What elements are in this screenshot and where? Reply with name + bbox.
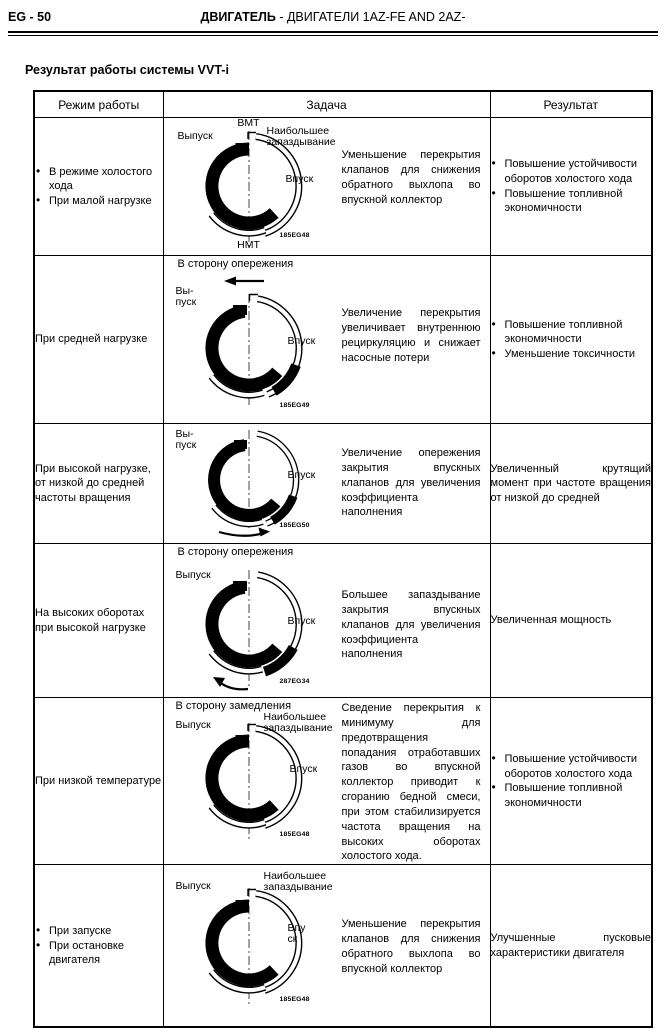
col-header-task: Задача (163, 91, 490, 118)
label-note-2: запаздывание (266, 136, 336, 148)
task-text: Уменьшение перекрытия клапанов для снижения обратного выхлопа во впускной коллектор (341, 918, 481, 975)
section-title: Результат работы системы VVT-i (25, 63, 229, 77)
task-cell (163, 118, 490, 256)
label-intake: Впуск (287, 469, 316, 481)
cam-ring (211, 587, 276, 661)
result-cell (490, 698, 652, 865)
label-intake: Впуск (287, 615, 316, 627)
label-exhaust: Выпуск (175, 880, 211, 893)
list-item: • Уменьшение токсичности (491, 347, 652, 362)
task-cell (163, 424, 490, 544)
result-text: Увеличенный крутящий момент при частоте вращения от низкой до средней (490, 462, 651, 504)
list-item: • При запуске (35, 924, 163, 939)
result-cell (490, 544, 652, 698)
ring-notch (235, 900, 249, 910)
cam-ring (214, 445, 276, 515)
ring-notch (233, 581, 247, 591)
result-list (491, 157, 652, 215)
figure-code: 185EG48 (279, 232, 310, 239)
ring-notch (234, 440, 247, 449)
figure-code: 185EG49 (279, 402, 310, 409)
cam-ring (211, 149, 273, 223)
vvt-table (33, 90, 653, 1028)
diagram-caption: В сторону опережения (177, 258, 294, 270)
valve-timing-diagram (164, 865, 342, 1024)
result-list (491, 318, 652, 362)
advance-arrowhead-icon (224, 277, 236, 286)
label-intake: Впуск (287, 335, 316, 347)
list-item: • В режиме холостого хода (35, 165, 163, 194)
label-exhaust-2: пуск (175, 296, 197, 308)
label-intake: Впуск (285, 173, 314, 185)
label-note-2: запаздывание (263, 881, 333, 894)
diagram-caption: В сторону замедления (175, 700, 292, 712)
list-item: • При малой нагрузке (35, 194, 163, 209)
task-text: Сведение перекрытия к минимуму для предотвращения попадания отработавших газов во впускной коллектор приводит к сгоранию бедной смеси, при этом стабилизируется частота вращения на высоких оборотах холостого хода. (341, 702, 481, 863)
cam-ring (211, 906, 273, 980)
label-note-1: Наибольшее (263, 870, 327, 883)
band-notch (249, 295, 258, 302)
result-text: Увеличенная мощность (490, 614, 612, 627)
page-header (8, 8, 658, 28)
label-intake-1: Впу (287, 922, 306, 935)
label-note-1: Наибольшее (266, 125, 330, 137)
valve-timing-diagram (164, 256, 342, 421)
header-rule (8, 31, 658, 36)
table-row (34, 865, 652, 1028)
valve-timing-diagram (164, 424, 342, 541)
mode-list (35, 165, 163, 209)
result-cell (490, 118, 652, 256)
label-exhaust: Выпуск (175, 719, 211, 731)
label-exhaust-1: Вы- (175, 285, 194, 297)
list-item: • Повышение топливной экономичности (491, 187, 652, 216)
ring-notch (233, 305, 247, 315)
table-row (34, 424, 652, 544)
figure-code: 287EG34 (279, 678, 310, 685)
mode-cell (34, 698, 163, 865)
table-header-row (34, 91, 652, 118)
cam-ring (211, 741, 273, 815)
mode-cell (34, 424, 163, 544)
label-note-1: Наибольшее (263, 711, 327, 723)
label-intake: Впуск (289, 763, 318, 775)
valve-timing-diagram (164, 698, 342, 850)
chapter-title-rest: - ДВИГАТЕЛИ 1AZ-FE AND 2AZ- (275, 10, 466, 24)
task-text: Увеличение перекрытия увеличивает внутреннюю рециркуляцию и снижает насосные потери (341, 307, 481, 364)
label-tdc: ВМТ (237, 117, 260, 129)
chapter-title-bold: ДВИГАТЕЛЬ (200, 10, 276, 24)
col-header-mode: Режим работы (34, 91, 163, 118)
cam-ring (211, 311, 276, 385)
mode-text: При средней нагрузке (35, 333, 148, 346)
result-cell (490, 424, 652, 544)
page-number: EG - 50 (8, 10, 52, 24)
task-text: Увеличение опережения закрытия впускных клапанов для увеличения коэффициента наполнения (341, 447, 481, 519)
list-item: • Повышение устойчивости оборотов холостого хода (491, 157, 652, 186)
table-row (34, 256, 652, 424)
label-exhaust: Выпуск (177, 130, 213, 142)
label-bdc: НМТ (237, 239, 260, 251)
figure-code: 185EG50 (279, 522, 310, 529)
result-list (491, 752, 652, 810)
result-text: Улучшенные пусковые характеристики двигателя (490, 932, 651, 959)
advance-arrow-icon (219, 532, 264, 536)
diagram-caption: В сторону опережения (177, 546, 294, 558)
list-item: • Повышение топливной экономичности (491, 318, 652, 347)
mode-cell (34, 865, 163, 1028)
result-cell (490, 256, 652, 424)
table-row (34, 118, 652, 256)
advance-arrowhead-icon (258, 528, 270, 537)
mode-text: На высоких оборотах при высокой нагрузке (35, 606, 146, 634)
label-note-2: запаздывание (263, 722, 333, 734)
table-row (34, 544, 652, 698)
figure-code: 185EG48 (279, 831, 310, 838)
list-item: • Повышение топливной экономичности (491, 781, 652, 810)
result-cell (490, 865, 652, 1028)
task-cell (163, 865, 490, 1028)
chapter-title (8, 10, 658, 24)
figure-code: 185EG48 (279, 996, 310, 1004)
mode-cell (34, 118, 163, 256)
mode-cell (34, 256, 163, 424)
task-cell (163, 544, 490, 698)
mode-list (35, 924, 163, 968)
table-row (34, 698, 652, 865)
label-exhaust-2: пуск (175, 439, 197, 451)
task-cell (163, 256, 490, 424)
mode-text: При высокой нагрузке, от низкой до средней частоты вращения (35, 462, 151, 504)
list-item: • При остановке двигателя (35, 939, 163, 968)
label-exhaust-1: Вы- (175, 428, 194, 440)
list-item: • Повышение устойчивости оборотов холостого хода (491, 752, 652, 781)
mode-cell (34, 544, 163, 698)
valve-timing-diagram (164, 544, 342, 695)
ring-notch (235, 143, 249, 153)
ring-notch (235, 735, 249, 745)
task-text: Большее запаздывание закрытия впускных клапанов для увеличения коэффициента наполнения (341, 589, 481, 661)
task-cell (163, 698, 490, 865)
label-exhaust: Выпуск (175, 569, 211, 581)
label-intake-2: ск (287, 933, 298, 946)
valve-timing-diagram (164, 118, 342, 252)
col-header-result: Результат (490, 91, 652, 118)
mode-text: При низкой температуре (35, 774, 162, 787)
task-text: Уменьшение перекрытия клапанов для снижения обратного выхлопа во впускной коллектор (341, 149, 481, 206)
